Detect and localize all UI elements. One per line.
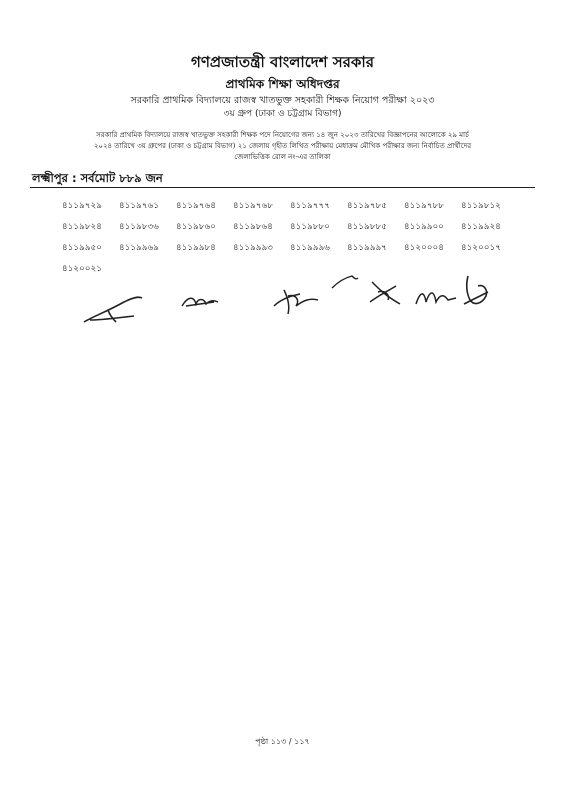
notice-text [40,130,525,163]
roll-number: ৪১১৯৮১২ [461,201,502,211]
document-header [0,52,565,121]
roll-number: ৪১১৯৭৮৮ [404,201,445,211]
roll-number: ৪১১৯৮৮৫ [347,222,388,232]
signature [330,272,360,292]
roll-number: ৪১১৯৮৬৪ [233,222,274,232]
roll-number: ৪১১৯৮২৪ [62,222,103,232]
notice-line: জেলাভিত্তিক রোল নং-এর তালিকা [234,153,331,161]
roll-number-grid [62,200,532,275]
roll-number: ৪১২০০২১ [62,264,103,274]
roll-number: ৪১১৯৯৫০ [62,243,103,253]
group-title: ৩য় গ্রুপ (ঢাকা ও চট্টগ্রাম বিভাগ) [223,109,342,119]
roll-number: ৪১১৯৯৬৯ [119,243,160,253]
page-number: পৃষ্ঠা ১১৩ / ১১৭ [255,737,310,746]
roll-number: ৪১১৯৯০০ [404,222,445,232]
roll-number: ৪১১৯৮৬০ [176,222,217,232]
signature [458,270,494,310]
divider [30,187,535,188]
exam-title: সরকারি প্রাথমিক বিদ্যালয়ে রাজস্ব খাতভুক্ত সহকারী শিক্ষক নিয়োগ পরীক্ষা ২০২৩ [130,95,435,106]
signature [80,292,150,328]
roll-number: ৪১২০০০৪ [404,243,445,253]
roll-number: ৪১১৯৯৯৬ [290,243,331,253]
signature [180,292,220,312]
roll-number: ৪১১৯৭৮৫ [347,201,388,211]
signatures-row [80,270,500,330]
roll-number: ৪১১৯৭৭৭ [290,201,331,211]
roll-number: ৪১২০০১৭ [461,243,502,253]
district-heading: লক্ষ্মীপুর : সর্বমোট ৮৮৯ জন [32,171,163,185]
notice-line: ২০২৪ তারিখে ৩য় গ্রুপের (ঢাকা ও চট্টগ্রাম বিভাগ) ২১ জেলায় গৃহীত লিখিত পরীক্ষায় মেধাক্রম মৌখিক পরীক্ষার জন্য নির্বাচিত প্রার্থীদের [93,142,472,150]
signature [270,282,330,318]
roll-number: ৪১১৯৮৩৬ [119,222,160,232]
roll-number: ৪১১৯৮৮০ [290,222,331,232]
roll-number: ৪১১৯৯৯৩ [233,243,274,253]
roll-number: ৪১১৯৭৬১ [119,201,160,211]
roll-number: ৪১১৯৭২৯ [62,201,103,211]
roll-number: ৪১১৯৭৬৮ [233,201,274,211]
department-title: প্রাথমিক শিক্ষা অধিদপ্তর [225,77,340,91]
government-title: গণপ্রজাতন্ত্রী বাংলাদেশ সরকার [191,53,374,71]
roll-number: ৪১১৯৯৯৭ [347,243,388,253]
signature [366,278,406,308]
notice-line: সরকারি প্রাথমিক বিদ্যালয়ে রাজস্ব খাতভুক্ত সহকারী শিক্ষক পদে নিয়োগের জন্য ১৪ জুন ২০২৩ তারিখের বিজ্ঞাপনের আলোকে ২৯ মার্চ [96,131,469,139]
roll-number: ৪১১৯৭৬৪ [176,201,217,211]
signature [414,284,458,308]
roll-number: ৪১১৯৯২৪ [461,222,502,232]
roll-number: ৪১১৯৯৮৪ [176,243,217,253]
